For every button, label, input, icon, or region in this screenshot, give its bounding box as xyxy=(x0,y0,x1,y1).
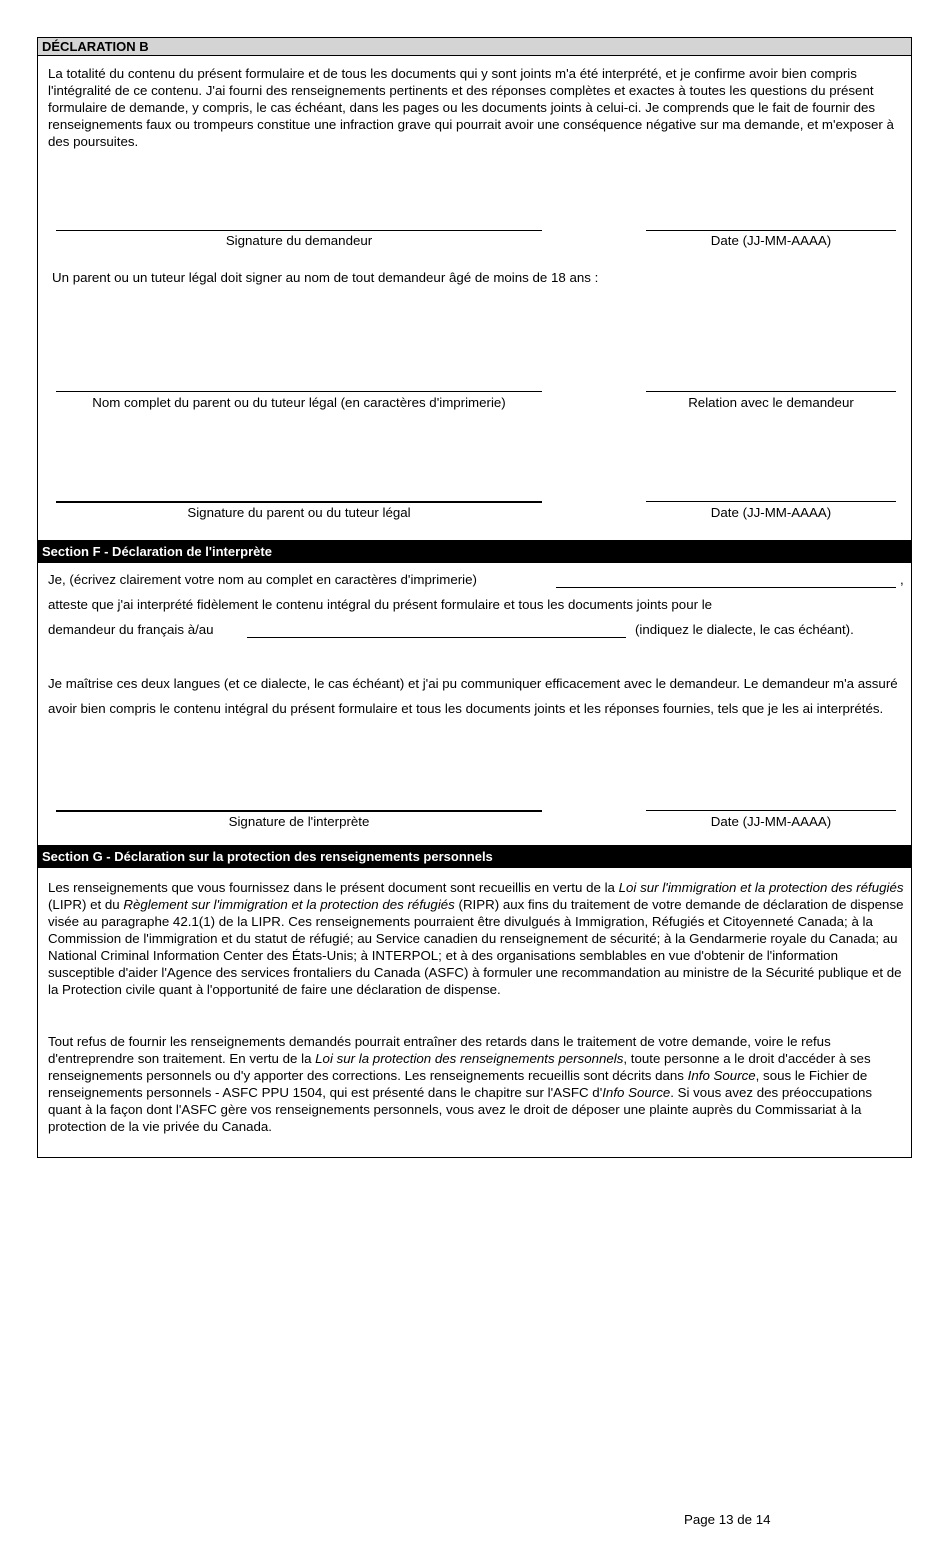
parent-signature-line[interactable] xyxy=(56,501,542,503)
declaration-b-text: La totalité du contenu du présent formulaire et de tous les documents qui y sont joints m'a été interprété, et je confirme avoir bien compris l'intégralité de ce contenu. J'ai fourni des renseignements pertinents et des réponses complètes et exactes à toutes les questions du présent formulaire de demande, y compris, le cas échéant, dans les pages ou les documents joints à celui-ci. Je comprends que le fait de fournir des renseignements faux ou trompeurs constitue une infraction grave qui pourrait avoir une conséquence négative sur ma demande, et m'exposer à des poursuites. xyxy=(48,66,894,149)
privacy-paragraph-2: Tout refus de fournir les renseignements demandés pourrait entraîner des retards dans le traitement de votre demande, voire le refus d'entreprendre son traitement. En vertu de la Loi sur la protection des renseignements personnels, toute personne a le droit d'accéder à ses renseignements personnels ou d'y apporter des corrections. Les renseignements recueillis sont décrits dans Info Source, sous le Fichier de renseignements personnels - ASFC PPU 1504, qui est présenté dans le chapitre sur l'ASFC d'Info Source. Si vous avez des préoccupations quant à la façon dont l'ASFC gère vos renseignements personnels, vous avez le droit de déposer une plainte auprès du Commissariat à la protection de la vie privée du Canada. xyxy=(48,1034,873,1134)
applicant-signature-line[interactable] xyxy=(56,230,542,231)
declaration-form xyxy=(37,37,912,1158)
relation-line[interactable] xyxy=(646,391,896,392)
declaration-b-header: DÉCLARATION B xyxy=(38,38,911,56)
applicant-date-label: Date (JJ-MM-AAAA) xyxy=(710,233,832,248)
interpreter-name-field[interactable] xyxy=(556,587,896,588)
dialect-note: (indiquez le dialecte, le cas échéant). xyxy=(635,622,854,637)
interpreter-attest-line: atteste que j'ai interprété fidèlement le contenu intégral du présent formulaire et tous les documents joints pour le xyxy=(48,597,713,612)
interpreter-signature-line[interactable] xyxy=(56,810,542,812)
language-field[interactable] xyxy=(247,637,626,638)
language-prompt: demandeur du français à/au xyxy=(48,622,214,637)
interpreter-date-line[interactable] xyxy=(646,810,896,811)
section-g-header: Section G - Déclaration sur la protection des renseignements personnels xyxy=(38,845,911,868)
parent-name-label: Nom complet du parent ou du tuteur légal (en caractères d'imprimerie) xyxy=(92,395,506,410)
parent-name-line[interactable] xyxy=(56,391,542,392)
applicant-signature-label: Signature du demandeur xyxy=(225,233,373,248)
interpreter-name-comma: , xyxy=(900,572,904,587)
interpreter-date-label: Date (JJ-MM-AAAA) xyxy=(710,814,832,829)
applicant-date-line[interactable] xyxy=(646,230,896,231)
interpreter-name-prompt: Je, (écrivez clairement votre nom au complet en caractères d'imprimerie) xyxy=(48,572,477,587)
parent-guardian-note: Un parent ou un tuteur légal doit signer au nom de tout demandeur âgé de moins de 18 ans : xyxy=(52,270,599,285)
relation-label: Relation avec le demandeur xyxy=(688,395,854,410)
page-number: Page 13 de 14 xyxy=(684,1512,771,1527)
interpreter-signature-label: Signature de l'interprète xyxy=(228,814,370,829)
interpreter-statement: Je maîtrise ces deux langues (et ce dialecte, le cas échéant) et j'ai pu communiquer efficacement avec le demandeur. Le demandeur m'a assuré avoir bien compris le contenu intégral du présent formulaire et tous les documents joints et les réponses fournies, tels que je les ai interprétés. xyxy=(48,676,898,716)
parent-date-label: Date (JJ-MM-AAAA) xyxy=(710,505,832,520)
parent-signature-label: Signature du parent ou du tuteur légal xyxy=(187,505,411,520)
section-f-header: Section F - Déclaration de l'interprète xyxy=(38,540,911,563)
privacy-paragraph-1: Les renseignements que vous fournissez dans le présent document sont recueillis en vertu de la Loi sur l'immigration et la protection des réfugiés (LIPR) et du Règlement sur l'immigration et la protection des réfugiés (RIPR) aux fins du traitement de votre demande de déclaration de dispense visée au paragraphe 42.1(1) de la LIPR. Ces renseignements pourraient être divulgués à Immigration, Réfugiés et Citoyenneté Canada; à la Commission de l'immigration et du statut de réfugié; au Service canadien du renseignement de sécurité; à la Gendarmerie royale du Canada; au National Criminal Information Center des États-Unis; à INTERPOL; et à des organisations semblables en vue d'obtenir de l'information susceptible d'aider l'Agence des services frontaliers du Canada (ASFC) à formuler une recommandation au ministre de la Sécurité publique et de la Protection civile quant à l'opportunité de faire une déclaration de dispense. xyxy=(48,880,904,997)
parent-date-line[interactable] xyxy=(646,501,896,502)
